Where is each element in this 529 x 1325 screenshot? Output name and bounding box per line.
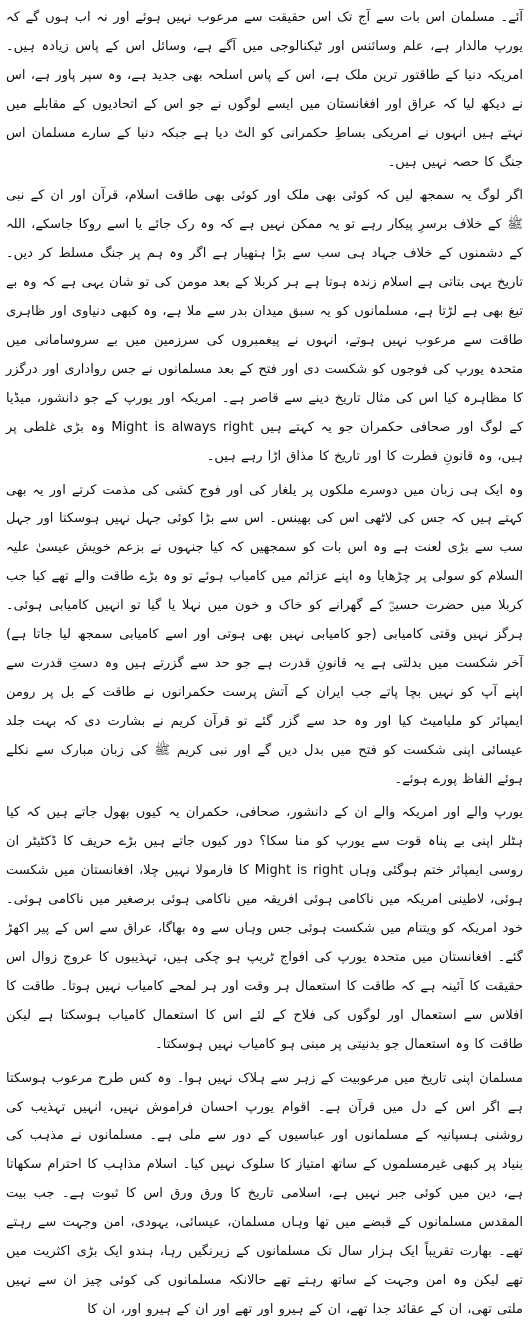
paragraph-3: وہ ایک ہی زبان میں دوسرے ملکوں پر یلغار کی اور فوج کشی کی مذمت کرتے اور یہ بھی کہتے ہیں کہ جس کی لاٹھی اس کی بھینس۔ اس سے بڑا کوئی جہل نہیں ہوسکتا اور جہل سب سے بڑی لعنت ہے وہ اس بات کو سمجھیں کہ کیا جنہوں نے بزعم خویش عیسیٰ علیہ السلام کو سولی پر چڑھایا وہ اپنے عزائم میں کامیاب ہوئے تو وہ بڑے طاقت والے تھے کیا جب کربلا میں حضرت حسینؓ کے گھرانے کو خاک و خون میں نہلا یا گیا تو انہیں کامیابی ہوئی۔ ہرگز نہیں وقتی کامیابی (جو کامیابی نہیں بھی ہوتی اور اسے کامیابی سمجھ لیا جاتا ہے) آخر شکست میں بدلتی ہے یہ قانونِ قدرت ہے جو حد سے گزرتے ہیں وہ دستِ قدرت سے اپنے آپ کو نہیں بچا پاتے جب ایران کے آتش پرست حکمرانوں نے طاقت کے بل پر رومن ایمپائر کو ملیامیٹ کیا اور وہ حد سے گزر گئے تو قرآن کریم نے بشارت دی کہ بہت جلد عیسائی اپنی شکست کو فتح میں بدل دیں گے اور نبی کریم ﷺ کی زبان مبارک سے نکلے ہوئے الفاظ پورے ہوئے۔ xyxy=(6,482,523,787)
paragraph-2: اگر لوگ یہ سمجھ لیں کہ کوئی بھی ملک اور کوئی بھی طاقت اسلام، قرآن اور ان کے نبی ﷺ کے خلاف برسرِ پیکار رہے تو یہ ممکن نہیں ہے کہ وہ رک جائے یا اسے روکا جاسکے، اللہ کے دشمنوں کے خلاف جہاد ہی سب سے بڑا ہتھیار ہے اگر وہ ہم پر جنگ مسلط کر دیں۔ تاریخ یہی بتاتی ہے اسلام زندہ ہوتا ہے ہر کربلا کے بعد مومن کی تو شان یہی ہے کہ وہ بے تیغ بھی ہے لڑتا ہے، مسلمانوں کو یہ سبق میدان بدر سے ملا ہے، وہ کبھی دنیاوی اور ظاہری طاقت سے مرعوب نہیں ہوتے، انہوں نے پیغمبروں کی سرزمین میں بے سروسامانی میں متحدہ یورپ کی فوجوں کو شکست دی اور فتح کے بعد مسلمانوں نے جس رواداری اور درگزر کا مظاہرہ کیا اس کی مثال تاریخ دینے سے قاصر ہے۔ امریکہ اور یورپ کے جو دانشور، میڈیا کے لوگ اور صحافی حکمران جو یہ کہتے ہیں Might is always right وہ بڑی غلطی پر ہیں، وہ قانونِ فطرت کا اور تاریخ کا مذاق اڑا رہے ہیں۔ xyxy=(6,188,524,464)
paragraph-5: مسلمان اپنی تاریخ میں مرعوبیت کے زہر سے ہلاک نہیں ہوا۔ وہ کس طرح مرعوب ہوسکتا ہے اگر اس کے دل میں قرآن ہے۔ اقوام یورپ احسان فراموش نہیں، انہیں تہذیب کی روشنی ہسپانیہ کے مسلمانوں اور عباسیوں کے دور سے ملی ہے۔ مسلمانوں نے مذہب کی بنیاد پر کبھی غیرمسلموں کے ساتھ امتیاز کا سلوک نہیں کیا۔ اسلام مذاہب کا احترام سکھاتا ہے، دین میں کوئی جبر نہیں ہے، اسلامی تاریخ کا ورق ورق اس کا ثبوت ہے۔ جب بیت المقدس مسلمانوں کے قبضے میں تھا وہاں مسلمان، عیسائی، یہودی، امن وجہت سے رہتے تھے۔ بھارت تقریباً ایک ہزار سال تک مسلمانوں کے زیرنگیں رہا، ہندو ایک بڑی اکثریت میں تھے لیکن وہ امن وجہت کے ساتھ رہتے تھے حالانکہ مسلمانوں کی کوئی چیز ان سے نہیں ملتی تھی، ان کے عقائد جدا تھے، ان کے ہیرو اور تھے اور ان کے ہیرو اور، ان کا xyxy=(6,1070,523,1317)
paragraph-1: آئے۔ مسلمان اس بات سے آج تک اس حقیقت سے مرعوب نہیں ہوئے اور نہ اب ہوں گے کہ یورپ مالدار ہے، علم وسائنس اور ٹیکنالوجی میں آگے ہے، وسائل اس کے پاس زیادہ ہیں۔ امریکہ دنیا کے طاقتور ترین ملک ہے، اس کے پاس اسلحہ بھی جدید ہے، وہ سپر پاور ہے، اس نے دیکھ لیا کہ عراق اور افغانستان میں ایسے لوگوں نے جو اس کے اتحادیوں کے مقابلے میں نہتے ہیں انہوں نے امریکی بساطِ حکمرانی کو الٹ دیا ہے جبکہ دنیا کے سارے مسلمان اس جنگ کا حصہ نہیں ہیں۔ xyxy=(6,10,523,170)
paragraph-4: یورپ والے اور امریکہ والے ان کے دانشور، صحافی، حکمران یہ کیوں بھول جاتے ہیں کہ کیا ہٹلر اپنی بے پناہ قوت سے یورپ کو منا سکا؟ دور کیوں جاتے ہیں بڑے حریف کا ڈکٹیٹر ان روسی ایمپائر ختم ہوگئی وہاں Might is right کا فارمولا نہیں چلا، افغانستان میں شکست ہوئی، لاطینی امریکہ میں ناکامی ہوئی افریقہ میں ناکامی ہوئی برصغیر میں ناکامی ہوئی۔ خود امریکہ کو ویتنام میں شکست ہوئی جس وہاں سے وہ بھاگا، عراق سے اس کے پیر اکھڑ گئے۔ افغانستان میں متحدہ یورپ کی افواج ٹریپ ہو چکی ہیں، تہذیبوں کا عروج زوال اس حقیقت کا آئینہ ہے کہ طاقت کا استعمال ہر وقت اور ہر لمحے کامیاب نہیں ہوتا۔ طاقت کا افلاس سے استعمال اور لوگوں کی فلاح کے لئے اس کا استعمال کامیاب ہوسکتا ہے لیکن طاقت کا وہ استعمال جو بدنیتی پر مبنی ہو کامیاب نہیں ہوسکتا۔ xyxy=(6,805,523,1052)
